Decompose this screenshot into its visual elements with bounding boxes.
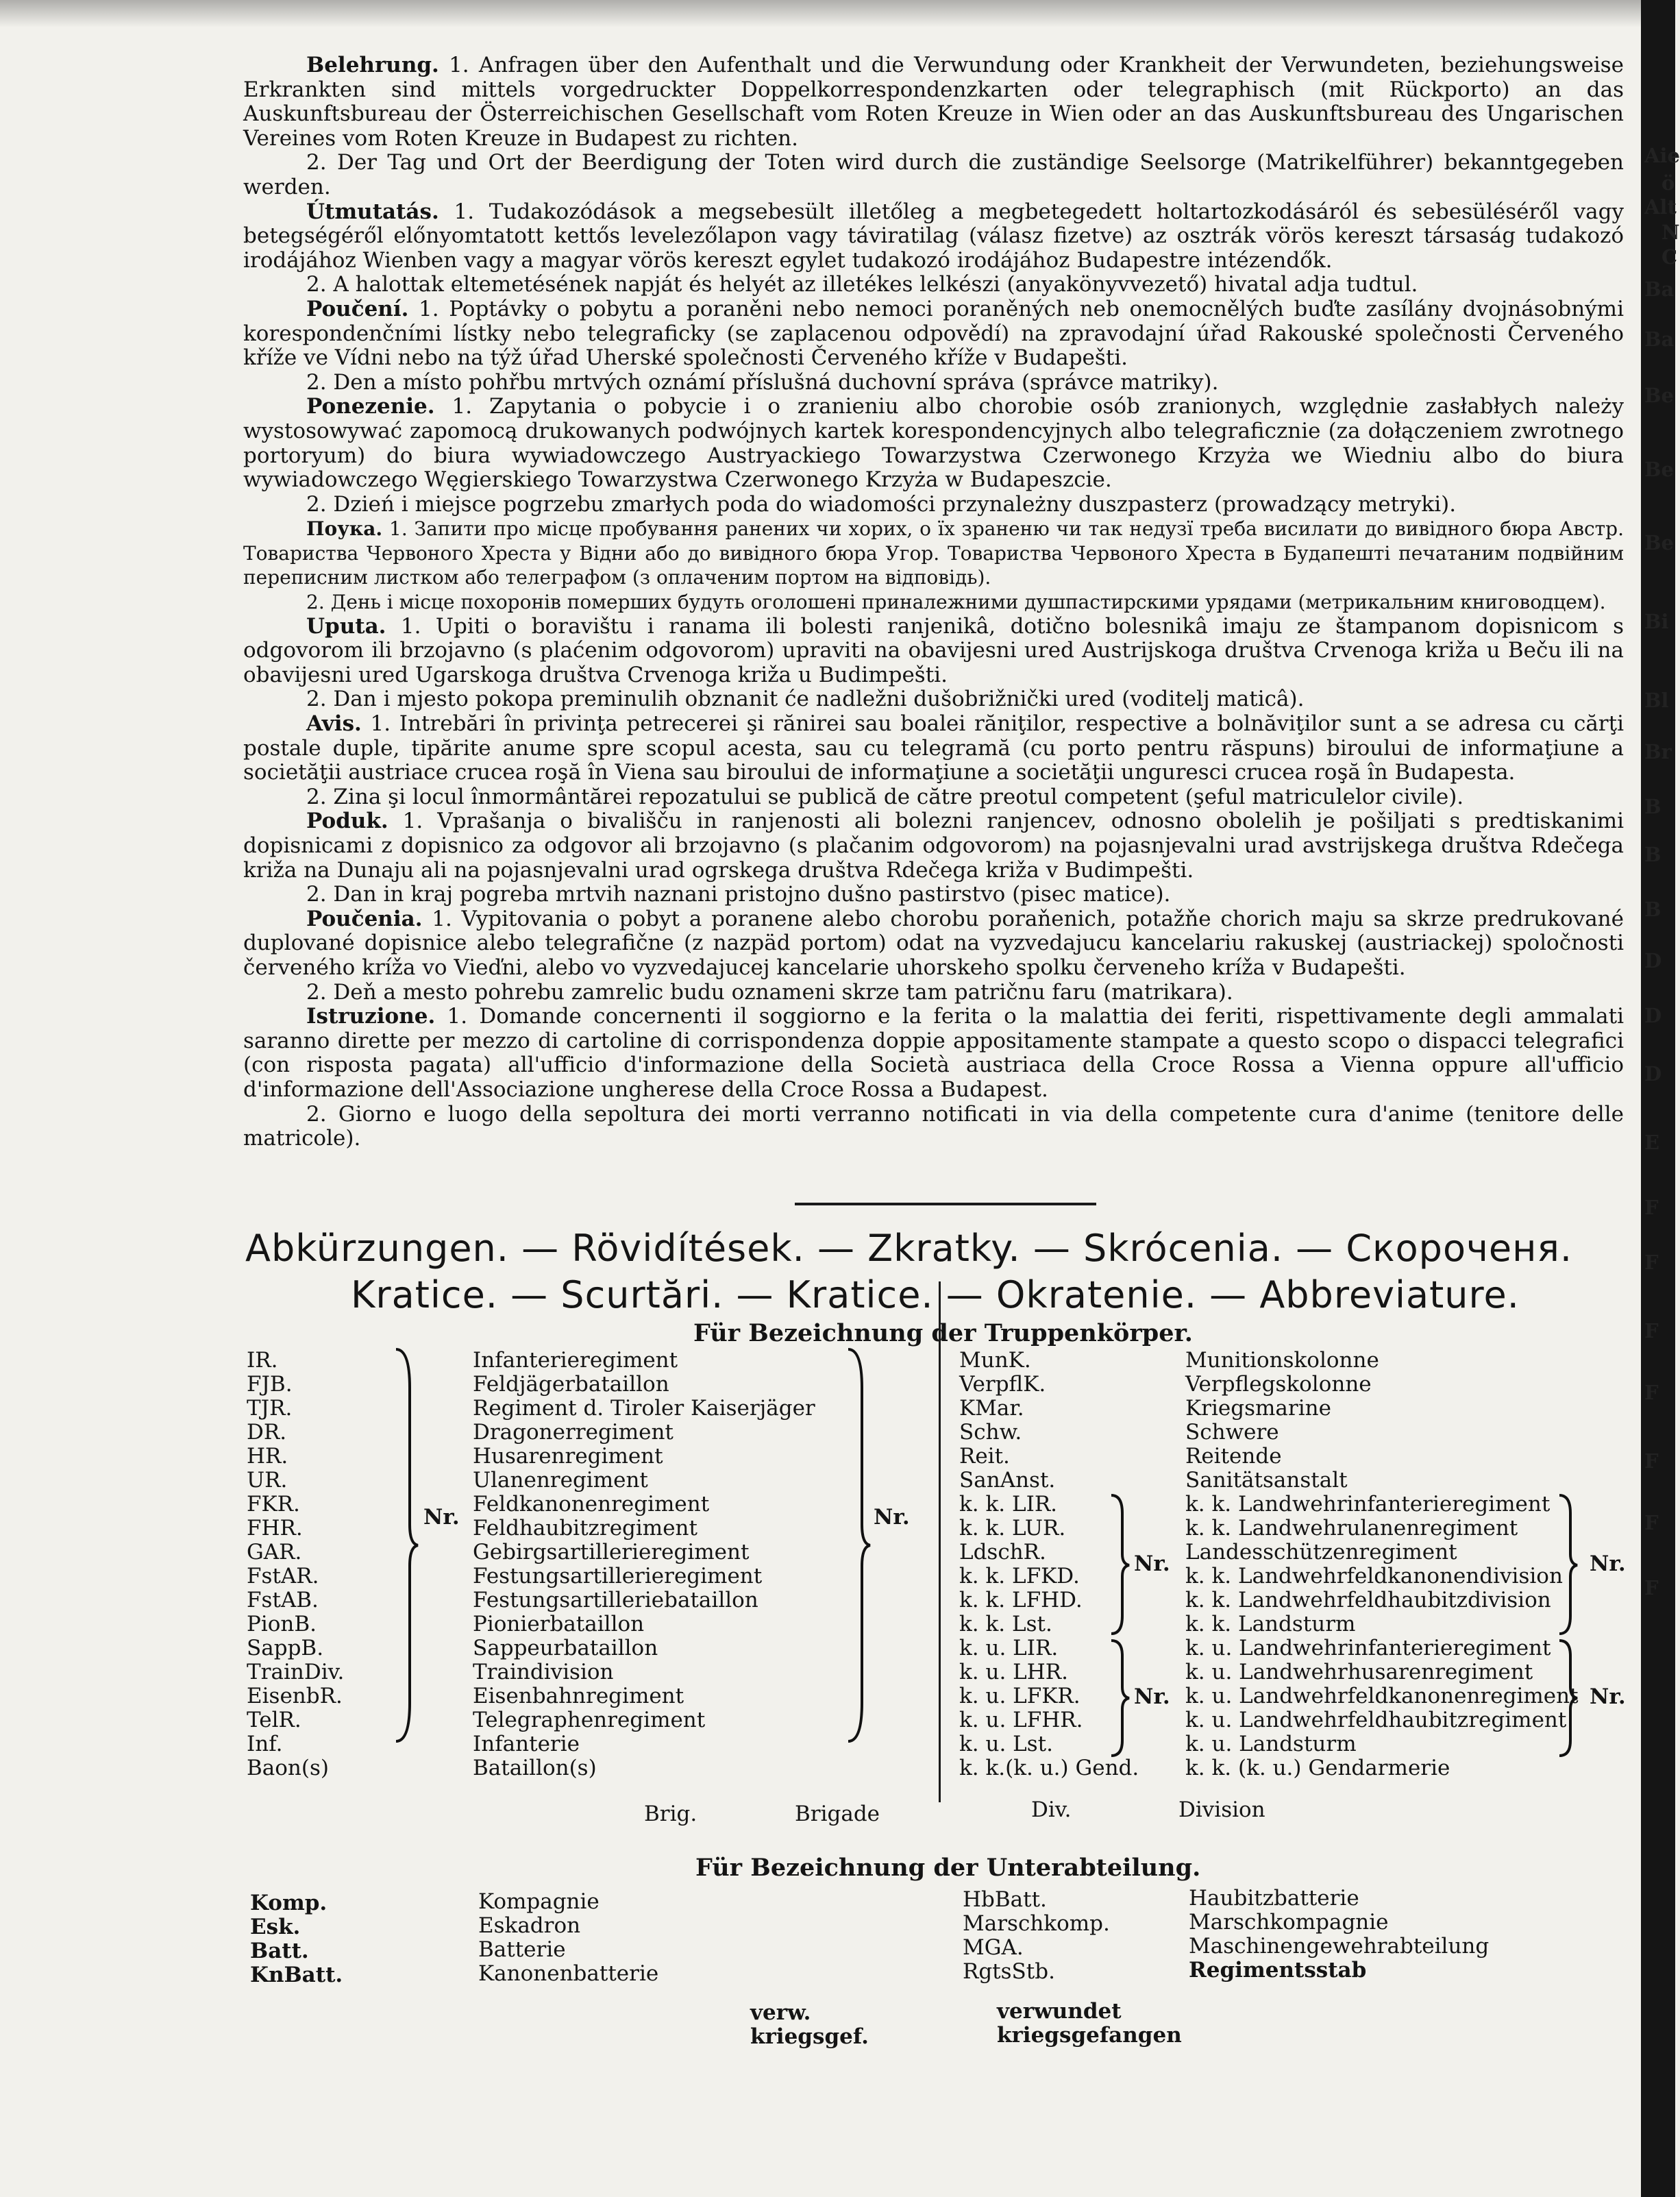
notice-label: Ponezenie.: [306, 394, 435, 419]
abbreviation-meaning: Brigade: [795, 1802, 880, 1826]
margin-fragment: F: [1644, 1381, 1659, 1404]
notice-text: 1. Vprašanja o bivališču in ranjenosti ali bolezni ranjencev, odnosno obolelih je pošiljati s predtiskanimi dopisnicami z dopisnico za odgovor ali brzojavno (s plačanim odgovorom) na pojasnjevalni urad avstrijskega društva Rdečega križa na Dunaju ali na pojasnjevalni urad ogrskega društva Rdečega križa v Budimpešti.: [243, 809, 1624, 883]
abbreviation-meaning: k. u. Landsturm: [1185, 1732, 1357, 1756]
abbreviation-meaning: Sappeurbataillon: [473, 1636, 658, 1660]
abbreviation: TJR.: [247, 1396, 293, 1421]
abbreviation-meaning: Reitende: [1185, 1444, 1282, 1469]
ku-group-brace-right: [1555, 1638, 1580, 1758]
abbreviation: RgtsStb.: [963, 1959, 1055, 1984]
notice-paragraph-2: 2. Den a místo pohřbu mrtvých oznámí příslušná duchovní správa (správce matriky).: [306, 369, 1219, 395]
notice-text: 1. Poptávky o pobytu a poraněni nebo nemoci poraněných neb onemocnělých buďte zasílány dvojnásobnými korespondenčními lístky nebo telegraficky (se zaplacenou odpovědí) na zpravodajní úřad Rakouské společnosti Červeného kříže ve Vídni nebo na týž úřad Uherské společnosti Červeného kříže v Budapešti.: [243, 296, 1624, 371]
abbreviation-meaning: Kompagnie: [478, 1889, 600, 1914]
notice-label: Poduk.: [306, 809, 388, 834]
page-top-shadow: [0, 0, 1675, 27]
abbreviation: k. u. LHR.: [959, 1660, 1068, 1684]
notice-polish: [243, 395, 1624, 517]
abbreviation: k. u. Lst.: [959, 1732, 1053, 1756]
margin-fragment: Ba: [1644, 278, 1675, 301]
abbreviation-meaning: Kriegsmarine: [1185, 1396, 1331, 1421]
abbreviation: FHR.: [247, 1516, 303, 1541]
abbreviation-meaning: k. u. Landwehrfeldhaubitzregiment: [1185, 1708, 1567, 1732]
abbreviation: Inf.: [247, 1732, 283, 1756]
notice-paragraph-1: [243, 297, 1624, 371]
notice-paragraph-2: 2. Der Tag und Ort der Beerdigung der Toten wird durch die zuständige Seelsorge (Matrikelführer) bekanntgegeben werden.: [243, 150, 1624, 199]
nr-label: Nr.: [1134, 1551, 1170, 1576]
right-brace-meaning: [844, 1347, 872, 1744]
abbreviation: Div.: [1031, 1797, 1072, 1822]
notice-german: [243, 53, 1624, 200]
column-divider: [939, 1281, 941, 1802]
abbreviation-meaning: Bataillon(s): [473, 1756, 597, 1780]
notice-label: Útmutatás.: [306, 199, 439, 224]
kk-group-brace: [1107, 1493, 1132, 1636]
abbreviation: k. k. LFKD.: [959, 1564, 1080, 1588]
abbreviation: TrainDiv.: [247, 1660, 345, 1684]
notice-paragraph-1: [243, 615, 1624, 688]
margin-fragment: D: [1644, 1062, 1662, 1085]
margin-fragment: B: [1644, 898, 1662, 921]
notice-paragraph-1: [243, 1005, 1624, 1102]
abbreviation: FJB.: [247, 1372, 293, 1397]
abbreviation-meaning: Feldhaubitzregiment: [473, 1516, 697, 1541]
margin-fragment: N: [1662, 221, 1680, 244]
abbreviation: k. k. Lst.: [959, 1612, 1052, 1636]
abbreviation-meaning: k. u. Landwehrfeldkanonenregiment: [1185, 1684, 1579, 1708]
abbreviation-meaning: Feldkanonenregiment: [473, 1492, 710, 1517]
notice-paragraph-1: [243, 809, 1624, 883]
abbreviation-meaning: Munitionskolonne: [1185, 1348, 1379, 1373]
abbreviation: Esk.: [250, 1915, 301, 1939]
notice-text: 1. Vypitovania o pobyt a poranene alebo chorobu poraňenich, potažňe chorich maju sa skrze predrukované duplované dopisnice alebo telegrafične (z nazpäd portom) odat na vyzvedajucu kancelariu rakuskej (austriackej) spoločnosti červeného kríža vo Vieďni, alebo vo vyzvedajucej kancelarie uhorskeho spolku červeneho kríža v Budapešti.: [243, 906, 1624, 980]
abbreviation: GAR.: [247, 1540, 302, 1564]
abbreviation-meaning: k. k. Landwehrulanenregiment: [1185, 1516, 1518, 1541]
notice-label: Avis.: [306, 711, 362, 737]
margin-fragment: Bl: [1644, 689, 1669, 712]
abbreviation-meaning: Telegraphenregiment: [473, 1708, 706, 1732]
abbreviation-meaning: k. k. Landwehrfeldkanonendivision: [1185, 1564, 1563, 1588]
notice-paragraph-2: 2. Dzień i miejsce pogrzebu zmarłych poda do wiadomości przynależny duszpasterz (prowadzący metryki).: [306, 491, 1457, 517]
notice-text: 1. Tudakozódások a megsebesült illetőleg a megbetegedett holtartozkodásáról és sebesüléséről vagy betegségéről előnyomtatott kettős levelezőlapon vagy táviratilag (válasz fizetve) az osztrák vörös kereszt társaság tudakozó irodájához Wienben vagy a magyar vörös kereszt egylet tudakozó irodájához Budapestre intézendők.: [243, 199, 1624, 273]
abbreviation: kriegsgef.: [750, 2024, 869, 2049]
notice-paragraph-2: 2. Dan in kraj pogreba mrtvih naznani pristojno dušno pastirstvo (pisec matice).: [306, 882, 1171, 907]
abbreviation: KMar.: [959, 1396, 1024, 1421]
notice-paragraph-2: 2. Giorno e luogo della sepoltura dei morti verranno notificati in via della competente cura d'anime (tenitore delle matricole).: [243, 1101, 1624, 1151]
margin-fragment: F: [1644, 1251, 1659, 1274]
notice-label: Poučenia.: [306, 906, 423, 931]
notice-hungarian: [243, 200, 1624, 297]
abbreviation-meaning: Batterie: [478, 1937, 566, 1962]
abbreviation: k. u. LFKR.: [959, 1684, 1080, 1708]
abbreviation: EisenbR.: [247, 1684, 343, 1708]
ku-group-brace: [1107, 1638, 1132, 1758]
notice-slovak: [243, 907, 1624, 1005]
abbreviation-meaning: Festungsartilleriebataillon: [473, 1588, 758, 1612]
notice-paragraph-2: 2. День і місце похоронів померших будуть оголошені приналежними душпастирскими урядами (метрикальним книговодцем).: [306, 591, 1606, 614]
notice-paragraph-1: [243, 200, 1624, 273]
notice-label: Istruzione.: [306, 1004, 436, 1029]
notice-paragraph-1: [243, 517, 1624, 590]
abbreviation: MunK.: [959, 1348, 1031, 1373]
abbreviation: HR.: [247, 1444, 288, 1469]
abbreviation: FKR.: [247, 1492, 300, 1517]
nr-label: Nr.: [1590, 1684, 1626, 1709]
notice-czech: [243, 297, 1624, 395]
abbreviation-meaning: Festungsartillerieregiment: [473, 1564, 763, 1588]
notices-block: [243, 53, 1624, 1151]
margin-fragment: ö: [1662, 171, 1675, 195]
abbreviation-meaning: k. k. Landsturm: [1185, 1612, 1356, 1636]
abbreviation: Baon(s): [247, 1756, 329, 1780]
margin-fragment: F: [1644, 1576, 1659, 1599]
section-divider: [795, 1203, 1096, 1205]
abbreviation: TelR.: [247, 1708, 301, 1732]
abbreviation-meaning: Kanonenbatterie: [478, 1961, 659, 1986]
abbreviation-meaning: Ulanenregiment: [473, 1468, 648, 1493]
abbreviation: k. u. LFHR.: [959, 1708, 1083, 1732]
abbreviation: k. k. LUR.: [959, 1516, 1066, 1541]
abbreviation-meaning: k. u. Landwehrinfanterieregiment: [1185, 1636, 1551, 1660]
kk-group-brace-right: [1555, 1493, 1580, 1636]
margin-fragment: Bi: [1644, 610, 1669, 633]
abbreviation-meaning: Eskadron: [478, 1913, 581, 1938]
abbreviation: KnBatt.: [250, 1963, 343, 1987]
nr-label: Nr.: [1590, 1551, 1626, 1576]
abbreviation-meaning: Dragonerregiment: [473, 1420, 674, 1445]
abbreviation-meaning: Regimentsstab: [1189, 1958, 1367, 1983]
abbreviation: k. k.(k. u.) Gend.: [959, 1756, 1139, 1780]
notice-text: 1. Intrebări în privinţa petrecerei şi rănirei sau boalei răniţilor, respective a bolnăviţilor sunt a se adresa cu cărţi postale duple, tipărite anume spre scopul acesta, sau cu telegramă (cu porto pentru răspuns) biroului de informaţiune a societăţii austriace crucea roşă în Viena sau biroului de informaţiune a societăţii ungurescі crucea roşă în Budapesta.: [243, 711, 1624, 785]
abbreviation: Komp.: [250, 1891, 328, 1915]
nr-label: Nr.: [874, 1505, 910, 1530]
abbreviation: DR.: [247, 1420, 287, 1445]
notice-text: 1. Upiti o boravištu i ranama ili bolesti ranjenikâ, dotično bolesnikâ imaju ze štampanom dopisnicom s odgovorom ili brzojavno (s plaćenim odgovorom) upraviti na obavijesni ured Austrijskoga društva Crvenoga križa u Beču ili na obavijesni ured Ugarskoga društva Crvenoga križa u Budimpešti.: [243, 613, 1624, 687]
notice-text: 1. Anfragen über den Aufenthalt und die Verwundung oder Krankheit der Verwundeten, beziehungsweise Erkrankten sind mittels vorgedruckter Doppelkorrespondenzkarten oder telegraphisch (mit Rückporto) an das Auskunftsbureau der Österreichischen Gesellschaft vom Roten Kreuze in Wien oder an das Auskunftsbureau des Ungarischen Vereines vom Roten Kreuze in Budapest zu richten.: [243, 53, 1624, 151]
abbreviation: Marschkomp.: [963, 1911, 1110, 1936]
abbreviation: PionB.: [247, 1612, 317, 1636]
abbreviation: VerpflK.: [959, 1372, 1046, 1397]
notice-paragraph-1: [243, 395, 1624, 492]
abbreviation: k. k. LIR.: [959, 1492, 1058, 1517]
abbreviation: HbBatt.: [963, 1887, 1047, 1912]
abbreviations-title-line-1: Abkürzungen. — Rövidítések. — Zkratky. — Skrócenia. — Скороченя.: [245, 1227, 1573, 1270]
notice-slovene: [243, 809, 1624, 907]
notice-text: 1. Zapytania o pobycie i o zranieniu albo chorobie osób zranionych, względnie zasłabłych należy wystosowywać zapomocą drukowanych podwójnych kartek korespondencyjnych albo telegraficznie (za dołączeniem zwrotnego portoryum) do biura wywiadowczego Austryackiego Towarzystwa Czerwonego Krzyża we Wiedniu albo do biura wywiadowczego Węgierskiego Towarzystwa Czerwonego Krzyża w Budapeszcie.: [243, 394, 1624, 493]
notice-label: Uputa.: [306, 613, 386, 639]
abbreviations-title-line-2: Kratice. — Scurtări. — Kratice. — Okratenie. — Abbreviature.: [351, 1273, 1520, 1316]
abbreviation: IR.: [247, 1348, 278, 1373]
abbreviation-meaning: Haubitzbatterie: [1189, 1886, 1359, 1911]
abbreviation: Brig.: [644, 1802, 697, 1826]
margin-fragment: Alt: [1644, 195, 1677, 219]
abbreviation-meaning: Marschkompagnie: [1189, 1910, 1389, 1935]
margin-fragment: Aie: [1644, 144, 1680, 167]
nr-label: Nr.: [1134, 1684, 1170, 1709]
notice-ukrainian: [243, 517, 1624, 614]
subunit-section-heading: Für Bezeichnung der Unterabteilung.: [695, 1854, 1201, 1882]
notice-paragraph-1: [243, 907, 1624, 981]
abbreviation-meaning: Landesschützenregiment: [1185, 1540, 1457, 1564]
abbreviation: FstAR.: [247, 1564, 319, 1588]
abbreviation-meaning: k. k. (k. u.) Gendarmerie: [1185, 1756, 1450, 1780]
abbreviation-meaning: Regiment d. Tiroler Kaiserjäger: [473, 1396, 815, 1421]
abbreviation: SappB.: [247, 1636, 324, 1660]
abbreviation-meaning: k. k. Landwehrfeldhaubitzdivision: [1185, 1588, 1551, 1612]
abbreviation-meaning: Feldjägerbataillon: [473, 1372, 669, 1397]
margin-fragment: Be: [1644, 458, 1674, 481]
abbreviation: Schw.: [959, 1420, 1022, 1445]
abbreviation-meaning: Sanitätsanstalt: [1185, 1468, 1348, 1493]
abbreviation-meaning: Pionierbataillon: [473, 1612, 645, 1636]
margin-fragment: Ba: [1644, 328, 1675, 351]
abbreviation: Batt.: [250, 1939, 309, 1963]
troop-section-heading: Für Bezeichnung der Truppenkörper.: [693, 1319, 1193, 1347]
abbreviation-meaning: Division: [1178, 1797, 1265, 1822]
notice-croatian: [243, 615, 1624, 712]
notice-paragraph-2: 2. A halottak eltemetésének napját és helyét az illetékes lelkészi (anyakönyvvezető) hivatal adja tudtul.: [306, 272, 1418, 297]
margin-fragment: B: [1644, 843, 1662, 866]
notice-paragraph-2: 2. Deň a mesto pohrebu zamrelic budu oznameni skrze tam patričnu faru (matrikara).: [306, 979, 1233, 1005]
abbreviation: FstAB.: [247, 1588, 319, 1612]
abbreviation-meaning: Gebirgsartillerieregiment: [473, 1540, 750, 1564]
margin-fragment: F: [1644, 1319, 1659, 1342]
margin-fragment: B: [1644, 795, 1662, 818]
notice-text: 1. Domande concernenti il soggiorno e la ferita o la malattia dei feriti, rispettivamente degli ammalati saranno dirette per mezzo di cartoline di corrispondenza doppie appositamente stampate a questo scopo o dispacci telegrafici (con risposta pagata) all'ufficio d'informazione della Società austriaca della Croce Rossa a Vienna oppure all'ufficio d'informazione dell'Associazione ungherese della Croce Rossa a Budapest.: [243, 1004, 1624, 1102]
margin-fragment: D: [1644, 1004, 1662, 1027]
abbreviation-meaning: Infanterie: [473, 1732, 580, 1756]
abbreviation: k. k. LFHD.: [959, 1588, 1083, 1612]
abbreviation-meaning: Infanterieregiment: [473, 1348, 678, 1373]
notice-label: Belehrung.: [306, 53, 439, 77]
notice-italian: [243, 1005, 1624, 1151]
nr-label: Nr.: [423, 1505, 460, 1530]
abbreviation-meaning: Eisenbahnregiment: [473, 1684, 684, 1708]
notice-paragraph-2: 2. Zina şi locul înmormântărei repozatului se publică de către preotul competent (şeful matriculelor civile).: [306, 784, 1464, 809]
margin-fragment: C: [1662, 245, 1678, 269]
left-brace-abbr: [392, 1347, 419, 1744]
margin-fragment: Br: [1644, 740, 1672, 763]
abbreviation-meaning: Verpflegskolonne: [1185, 1372, 1372, 1397]
abbreviation: Reit.: [959, 1444, 1010, 1469]
abbreviation: k. u. LIR.: [959, 1636, 1059, 1660]
margin-fragment: F: [1644, 1449, 1659, 1473]
notice-romanian: [243, 712, 1624, 809]
abbreviation-meaning: verwundet: [997, 1999, 1122, 2024]
abbreviation-meaning: k. u. Landwehrhusarenregiment: [1185, 1660, 1533, 1684]
margin-fragment: Be: [1644, 531, 1674, 554]
notice-paragraph-2: 2. Dan i mjesto pokopa preminulih obznanit će nadležni dušobrižnički ured (voditelj maticâ).: [306, 687, 1305, 712]
margin-fragment: F: [1644, 1511, 1659, 1534]
abbreviation-meaning: Schwere: [1185, 1420, 1279, 1445]
notice-label: Poučení.: [306, 296, 409, 321]
abbreviation: SanAnst.: [959, 1468, 1056, 1493]
notice-label: Поука.: [306, 517, 383, 541]
abbreviation: UR.: [247, 1468, 288, 1493]
margin-fragment: E: [1644, 1131, 1660, 1154]
abbreviation: verw.: [750, 2000, 811, 2025]
margin-fragment: D: [1644, 949, 1662, 972]
abbreviation-meaning: kriegsgefangen: [997, 2023, 1182, 2048]
margin-fragment: Be: [1644, 384, 1674, 407]
abbreviation-meaning: Husarenregiment: [473, 1444, 663, 1469]
notice-text: 1. Запити про місце пробування ранених чи хорих, о їх зраненю чи так недузї треба висилати до вивідного бюра Австр. Товариства Червоного Хреста у Відни або до вивідного бюра Угор. Товариства Червоного Хреста в Будапешті печатаним подвійним переписним листком або телеграфом (з оплаченим портом на відповідь).: [243, 517, 1624, 589]
abbreviation-meaning: Traindivision: [473, 1660, 614, 1684]
abbreviation-meaning: k. k. Landwehrinfanterieregiment: [1185, 1492, 1551, 1517]
abbreviation: MGA.: [963, 1935, 1024, 1960]
margin-fragment: F: [1644, 1196, 1659, 1219]
abbreviation: LdschR.: [959, 1540, 1046, 1564]
abbreviation-meaning: Maschinengewehrabteilung: [1189, 1934, 1490, 1959]
notice-paragraph-1: [243, 53, 1624, 151]
notice-paragraph-1: [243, 712, 1624, 785]
